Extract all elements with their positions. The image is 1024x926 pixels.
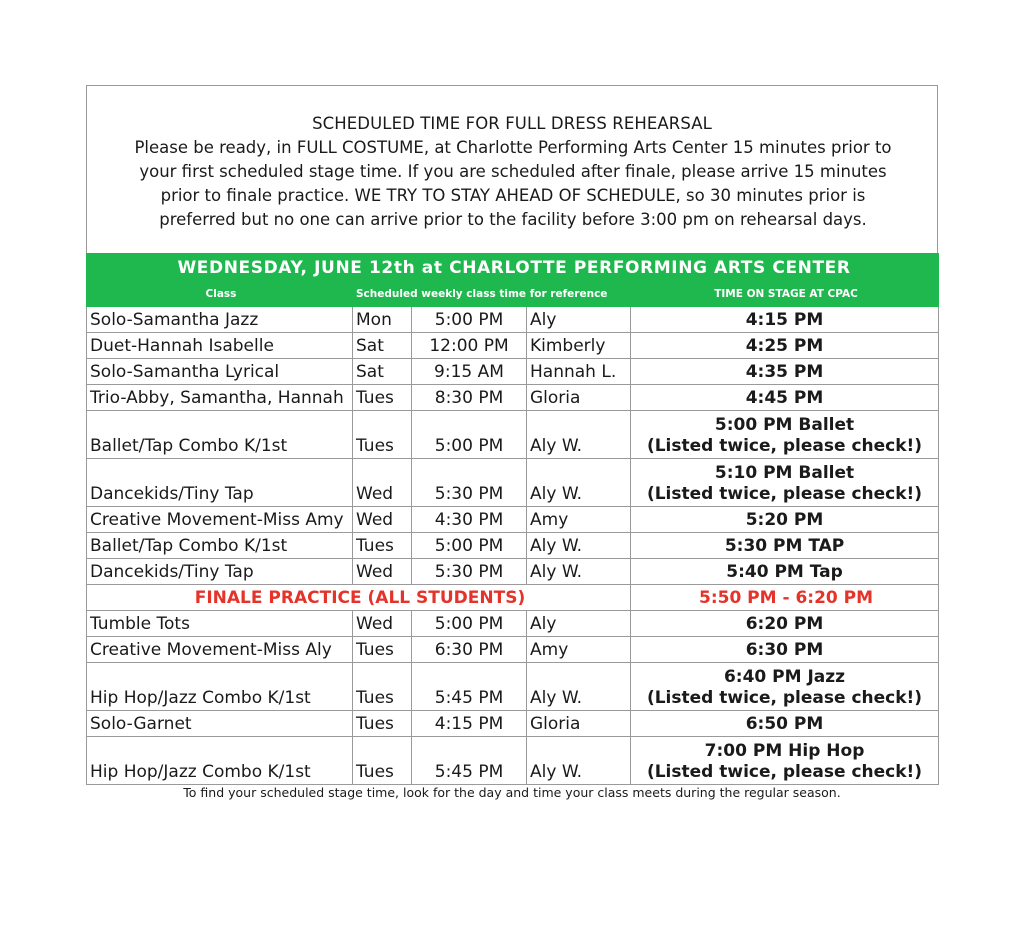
class-name: Dancekids/Tiny Tap — [87, 459, 353, 507]
class-day: Sat — [353, 359, 412, 385]
class-name: Hip Hop/Jazz Combo K/1st — [87, 663, 353, 711]
class-name: Hip Hop/Jazz Combo K/1st — [87, 737, 353, 785]
class-name: Tumble Tots — [87, 611, 353, 637]
schedule-row — [87, 333, 939, 359]
stage-time-cell — [631, 663, 939, 711]
class-teacher: Aly W. — [527, 737, 631, 785]
class-day: Sat — [353, 333, 412, 359]
class-name: Trio-Abby, Samantha, Hannah — [87, 385, 353, 411]
notice-body — [87, 136, 939, 232]
date-banner — [87, 254, 939, 284]
stage-time: 5:20 PM — [745, 510, 824, 530]
class-day: Wed — [353, 559, 412, 585]
class-teacher: Aly — [527, 307, 631, 333]
stage-time-cell — [631, 507, 939, 533]
schedule-row — [87, 359, 939, 385]
stage-time-cell — [631, 333, 939, 359]
rehearsal-schedule — [86, 85, 938, 785]
schedule-row — [87, 559, 939, 585]
class-day: Wed — [353, 611, 412, 637]
stage-time-cell — [631, 611, 939, 637]
schedule-row — [87, 711, 939, 737]
schedule-row — [87, 459, 939, 507]
class-day: Tues — [353, 385, 412, 411]
schedule-row — [87, 307, 939, 333]
header-class: Class — [87, 284, 353, 307]
stage-time: 6:30 PM — [745, 640, 824, 660]
class-teacher: Aly W. — [527, 459, 631, 507]
footer-note: To find your scheduled stage time, look for the day and time your class meets during the regular season. — [183, 785, 841, 800]
class-day: Wed — [353, 459, 412, 507]
class-time: 5:00 PM — [412, 411, 527, 459]
class-day: Tues — [353, 637, 412, 663]
class-day: Mon — [353, 307, 412, 333]
schedule-row — [87, 411, 939, 459]
header-stage-time: TIME ON STAGE AT CPAC — [631, 284, 939, 307]
class-time: 5:30 PM — [412, 559, 527, 585]
stage-time-cell — [631, 307, 939, 333]
stage-time: 4:45 PM — [745, 388, 824, 408]
stage-time: 5:30 PM TAP — [724, 536, 845, 556]
stage-note: (Listed twice, please check!) — [646, 436, 923, 456]
class-time: 9:15 AM — [412, 359, 527, 385]
class-time: 6:30 PM — [412, 637, 527, 663]
header-weekly-time: Scheduled weekly class time for reference — [353, 284, 631, 307]
class-teacher: Kimberly — [527, 333, 631, 359]
stage-time: 4:35 PM — [745, 362, 824, 382]
class-day: Tues — [353, 663, 412, 711]
stage-time-cell — [631, 533, 939, 559]
stage-time: 4:15 PM — [745, 310, 824, 330]
finale-row — [87, 585, 939, 611]
schedule-row — [87, 533, 939, 559]
stage-time: 4:25 PM — [745, 336, 824, 356]
banner-text: WEDNESDAY, JUNE 12th at CHARLOTTE PERFORMING ARTS CENTER — [87, 254, 939, 284]
class-name: Solo-Garnet — [87, 711, 353, 737]
column-headers — [87, 284, 939, 307]
stage-time: 5:40 PM Tap — [726, 562, 843, 582]
class-name: Solo-Samantha Lyrical — [87, 359, 353, 385]
stage-note: (Listed twice, please check!) — [646, 484, 923, 504]
schedule-row — [87, 663, 939, 711]
class-teacher: Aly W. — [527, 559, 631, 585]
notice-line: prior to finale practice. WE TRY TO STAY AHEAD OF SCHEDULE, so 30 minutes prior is — [160, 186, 866, 205]
notice-line: your first scheduled stage time. If you are scheduled after finale, please arrive 15 minutes — [139, 162, 887, 181]
stage-time: 7:00 PM Hip Hop — [704, 741, 865, 761]
schedule-row — [87, 507, 939, 533]
class-time: 5:00 PM — [412, 533, 527, 559]
stage-time-cell — [631, 459, 939, 507]
class-time: 5:30 PM — [412, 459, 527, 507]
class-name: Solo-Samantha Jazz — [87, 307, 353, 333]
class-day: Wed — [353, 507, 412, 533]
stage-note: (Listed twice, please check!) — [646, 762, 923, 782]
class-time: 5:45 PM — [412, 737, 527, 785]
class-time: 4:30 PM — [412, 507, 527, 533]
class-teacher: Aly W. — [527, 533, 631, 559]
class-teacher: Amy — [527, 637, 631, 663]
class-teacher: Aly W. — [527, 411, 631, 459]
class-teacher: Amy — [527, 507, 631, 533]
class-teacher: Hannah L. — [527, 359, 631, 385]
stage-time-cell — [631, 411, 939, 459]
class-time: 12:00 PM — [412, 333, 527, 359]
class-day: Tues — [353, 711, 412, 737]
stage-note: (Listed twice, please check!) — [646, 688, 923, 708]
class-time: 5:00 PM — [412, 611, 527, 637]
finale-label: FINALE PRACTICE (ALL STUDENTS) — [87, 585, 631, 611]
class-name: Ballet/Tap Combo K/1st — [87, 411, 353, 459]
schedule-row — [87, 385, 939, 411]
class-name: Creative Movement-Miss Aly — [87, 637, 353, 663]
schedule-row — [87, 637, 939, 663]
stage-time-cell — [631, 637, 939, 663]
class-name: Dancekids/Tiny Tap — [87, 559, 353, 585]
notice-title: SCHEDULED TIME FOR FULL DRESS REHEARSAL — [312, 114, 712, 133]
class-teacher: Aly — [527, 611, 631, 637]
class-teacher: Gloria — [527, 711, 631, 737]
stage-time: 6:20 PM — [745, 614, 824, 634]
class-teacher: Aly W. — [527, 663, 631, 711]
stage-time: 5:00 PM Ballet — [714, 415, 855, 435]
stage-time: 5:10 PM Ballet — [714, 463, 855, 483]
class-name: Duet-Hannah Isabelle — [87, 333, 353, 359]
class-name: Ballet/Tap Combo K/1st — [87, 533, 353, 559]
stage-time: 6:40 PM Jazz — [723, 667, 846, 687]
class-day: Tues — [353, 737, 412, 785]
schedule-row — [87, 737, 939, 785]
stage-time-cell — [631, 711, 939, 737]
class-time: 5:00 PM — [412, 307, 527, 333]
class-time: 8:30 PM — [412, 385, 527, 411]
class-name: Creative Movement-Miss Amy — [87, 507, 353, 533]
stage-time-cell — [631, 737, 939, 785]
stage-time-cell — [631, 385, 939, 411]
stage-time: 6:50 PM — [745, 714, 824, 734]
schedule-row — [87, 611, 939, 637]
stage-time-cell — [631, 559, 939, 585]
schedule-table — [86, 253, 939, 785]
notice-line: Please be ready, in FULL COSTUME, at Charlotte Performing Arts Center 15 minutes prior to — [134, 138, 892, 157]
class-time: 5:45 PM — [412, 663, 527, 711]
stage-time-cell — [631, 359, 939, 385]
notice-line: preferred but no one can arrive prior to the facility before 3:00 pm on rehearsal days. — [159, 210, 867, 229]
finale-time: 5:50 PM - 6:20 PM — [631, 585, 939, 611]
class-day: Tues — [353, 411, 412, 459]
rehearsal-notice — [86, 85, 938, 253]
class-time: 4:15 PM — [412, 711, 527, 737]
class-day: Tues — [353, 533, 412, 559]
class-teacher: Gloria — [527, 385, 631, 411]
